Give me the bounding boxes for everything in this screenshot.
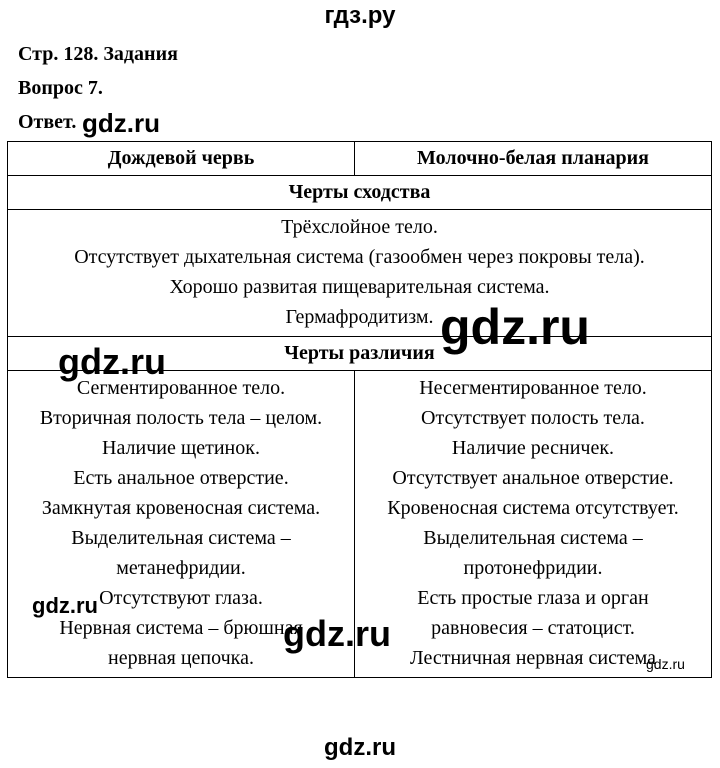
- planaria-cell: [355, 371, 712, 678]
- question-label: Вопрос 7.: [18, 77, 103, 99]
- watermark: gdz.ru: [646, 656, 685, 672]
- header-planaria: Молочно-белая планария: [355, 142, 712, 176]
- page-reference: Стр. 128. Задания: [18, 43, 178, 65]
- planaria-line: равновесия – статоцист.: [431, 617, 635, 639]
- earthworm-line: нервная цепочка.: [108, 647, 254, 669]
- earthworm-line: Замкнутая кровеносная система.: [41, 497, 321, 519]
- similarities-row: [8, 210, 712, 337]
- earthworm-line: Отсутствуют глаза.: [99, 587, 263, 609]
- planaria-line: Выделительная система –: [423, 527, 643, 549]
- similarity-line: Трёхслойное тело.: [281, 216, 438, 238]
- planaria-line: Кровеносная система отсутствует.: [387, 497, 679, 519]
- comparison-table: [7, 141, 712, 678]
- earthworm-line: метанефридии.: [116, 557, 246, 579]
- watermark: gdz.ru: [440, 299, 590, 355]
- answer-label: Ответ.: [18, 111, 77, 133]
- earthworm-line: Сегментированное тело.: [76, 377, 286, 399]
- earthworm-line: Нервная система – брюшная: [59, 617, 303, 639]
- similarity-line: Гермафродитизм.: [285, 306, 434, 328]
- planaria-line: Несегментированное тело.: [419, 377, 647, 399]
- similarity-line: Хорошо развитая пищеварительная система.: [169, 276, 550, 298]
- header-earthworm: Дождевой червь: [8, 142, 355, 176]
- watermark: gdz.ru: [283, 613, 391, 654]
- watermark: gdz.ru: [32, 593, 98, 618]
- similarities-title: Черты сходства: [8, 176, 712, 210]
- site-footer: gdz.ru: [324, 734, 396, 761]
- differences-title: Черты различия: [8, 337, 712, 371]
- site-header: гдз.ру: [324, 2, 396, 29]
- earthworm-line: Наличие щетинок.: [102, 437, 260, 459]
- earthworm-line: Есть анальное отверстие.: [73, 467, 289, 489]
- planaria-line: Лестничная нервная система: [410, 647, 656, 669]
- planaria-line: Есть простые глаза и орган: [417, 587, 649, 609]
- earthworm-line: Выделительная система –: [71, 527, 291, 549]
- planaria-line: протонефридии.: [463, 557, 603, 579]
- similarity-line: Отсутствует дыхательная система (газообмен через покровы тела).: [74, 246, 645, 268]
- earthworm-line: Вторичная полость тела – целом.: [39, 407, 323, 429]
- table-header-row: [8, 142, 712, 176]
- planaria-line: Отсутствует анальное отверстие.: [392, 467, 674, 489]
- watermark: gdz.ru: [82, 108, 160, 138]
- planaria-line: Отсутствует полость тела.: [421, 407, 645, 429]
- watermark: gdz.ru: [58, 341, 166, 382]
- similarities-cell: [8, 210, 712, 337]
- similarities-title-row: [8, 176, 712, 210]
- planaria-line: Наличие ресничек.: [451, 437, 615, 459]
